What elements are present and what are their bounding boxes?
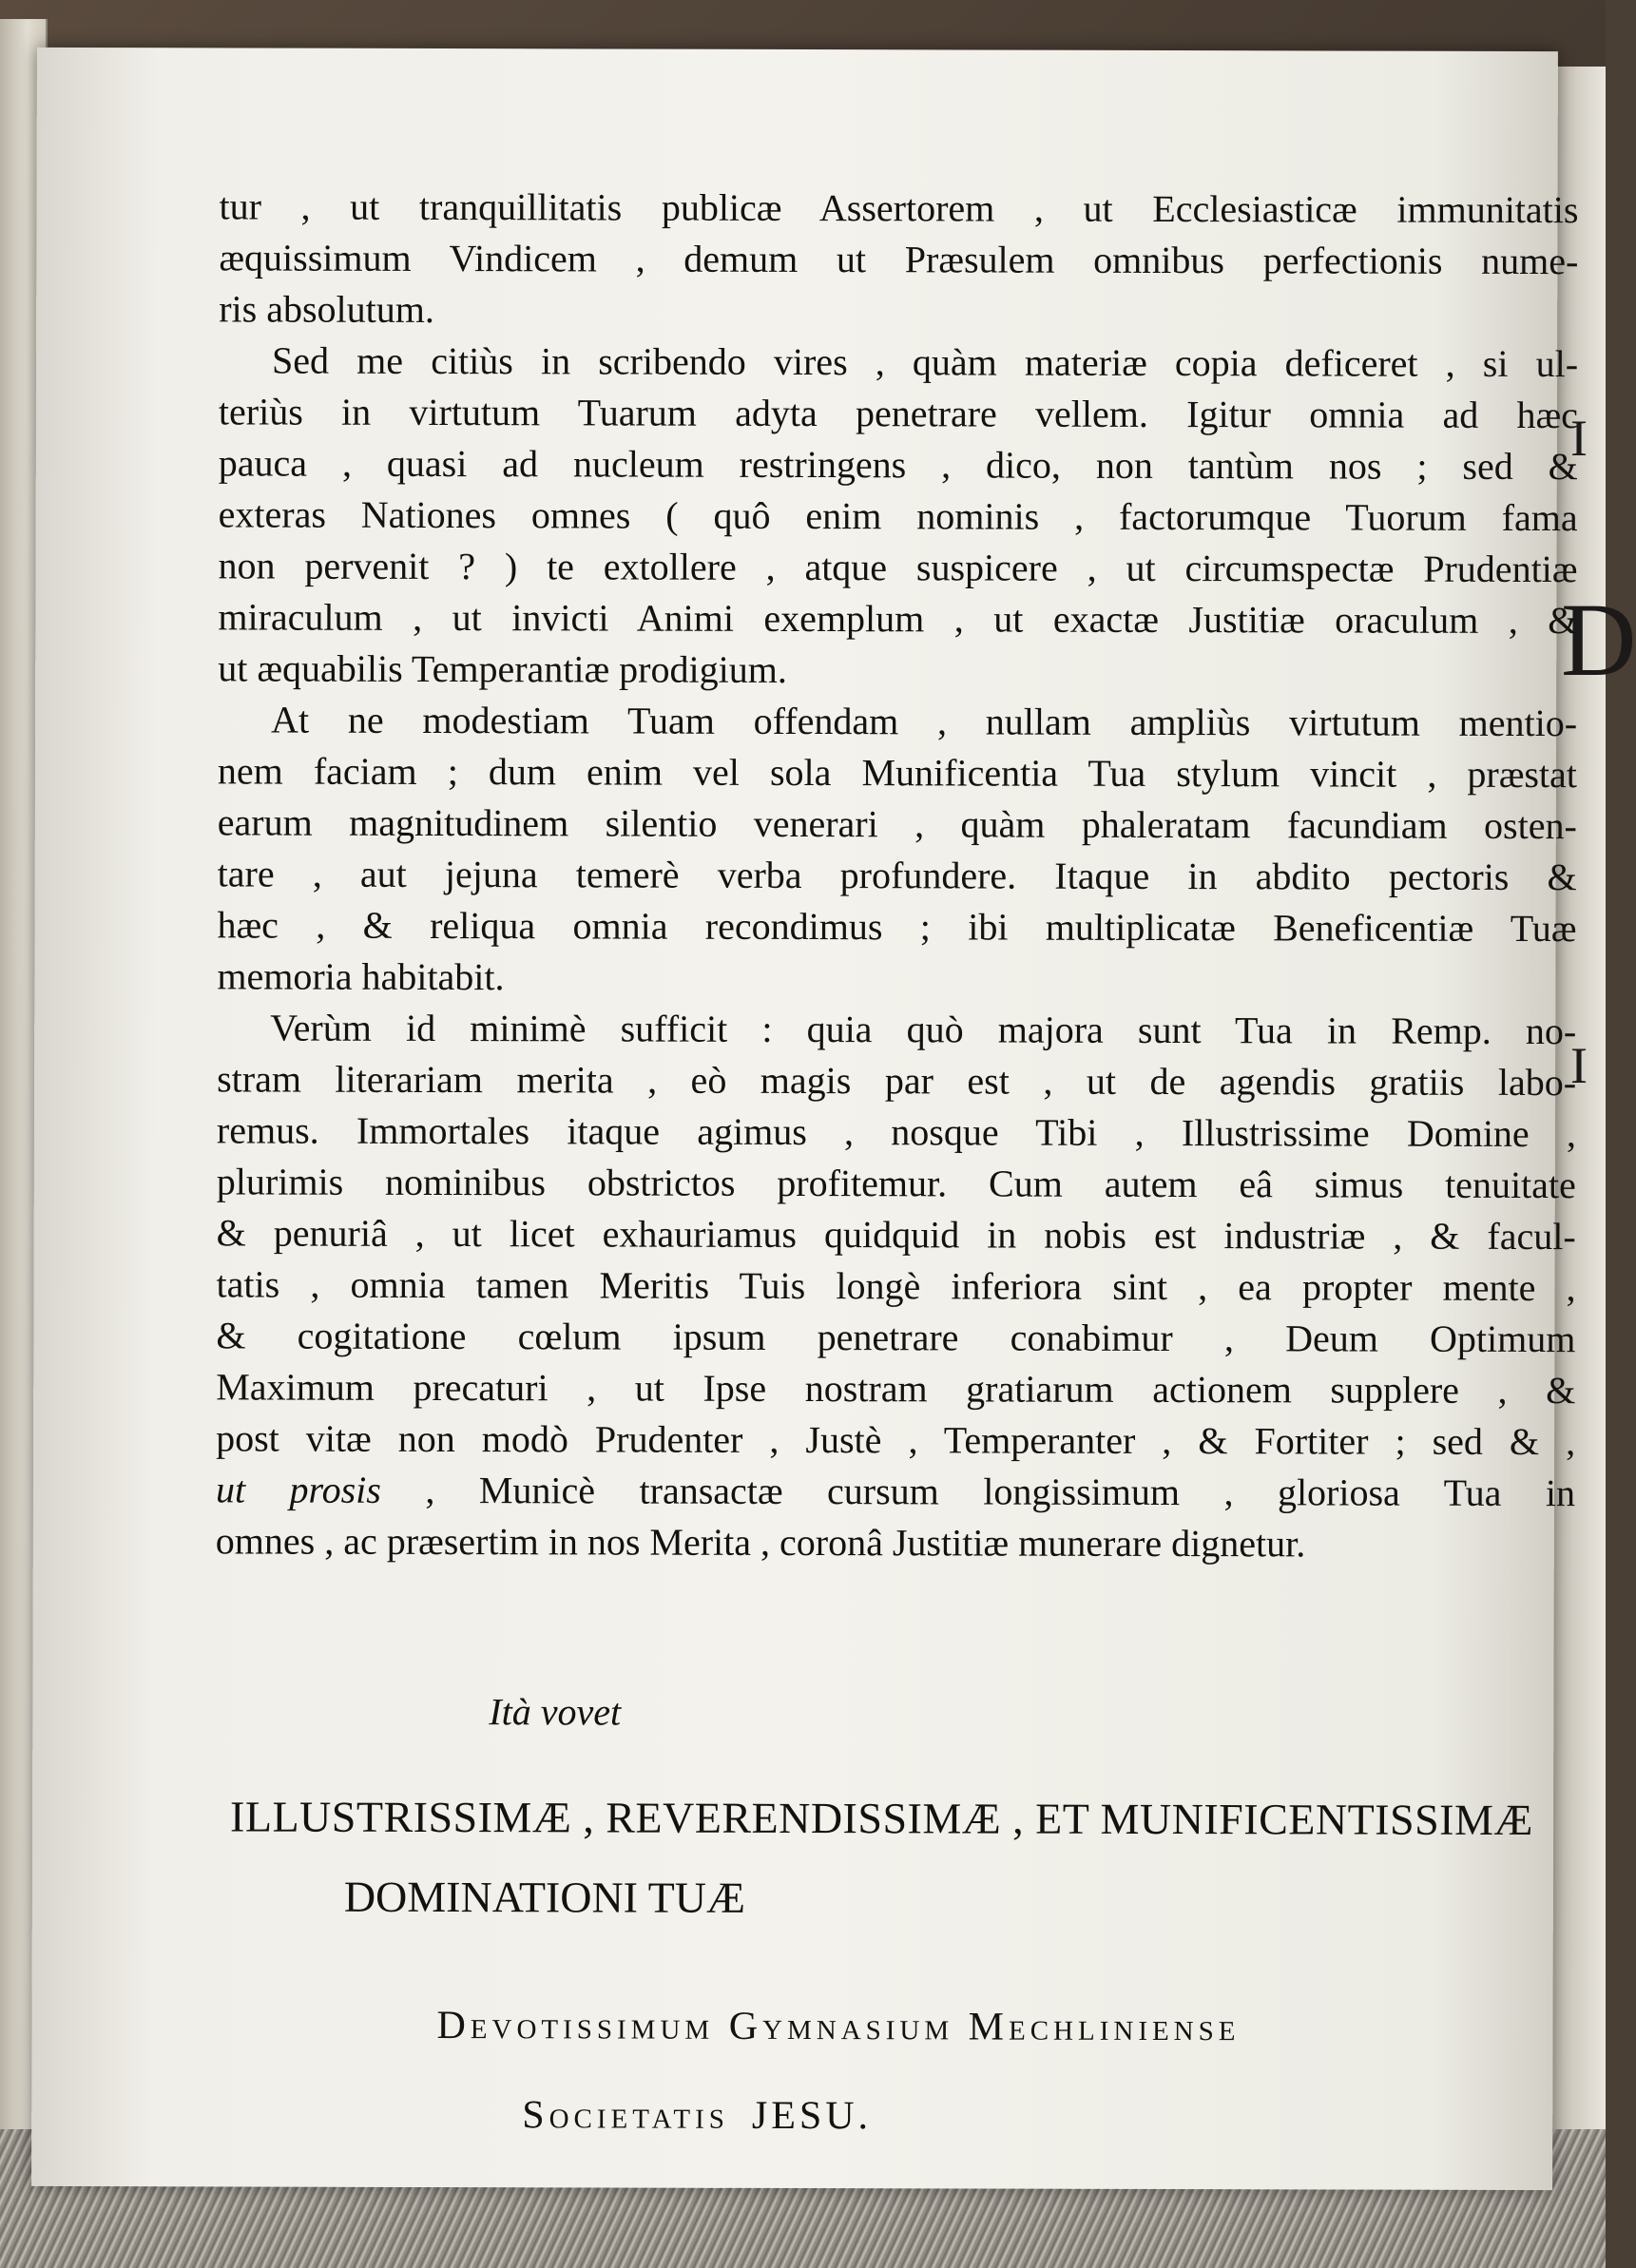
right-page-fragment-3: I xyxy=(1570,1037,1588,1094)
text-line: teriùs in virtutum Tuarum adyta penetrare vellem. Igitur omnia ad hæc xyxy=(218,390,1578,437)
text-line: miraculum , ut invicti Animi exemplum , ut exactæ Justitiæ oraculum , & xyxy=(218,595,1578,643)
paragraph-1 xyxy=(219,181,1578,338)
signature-societatis: Societatis xyxy=(522,2093,729,2138)
text-line: hæc , & reliqua omnia recondimus ; ibi multiplicatæ Beneficentiæ Tuæ xyxy=(217,903,1577,951)
signature-line-1: Devotissimum Gymnasium Mechliniense xyxy=(436,2004,1241,2050)
text-line: & cogitatione cœlum ipsum penetrare conabimur , Deum Optimum xyxy=(216,1314,1576,1361)
text-line: stram literariam merita , eò magis par est , ut de agendis gratiis labo- xyxy=(217,1057,1577,1105)
italic-phrase: ut prosis xyxy=(215,1468,381,1511)
text-line: tur , ut tranquillitatis publicæ Assertorem , ut Ecclesiasticæ immunitatis xyxy=(219,184,1579,232)
paragraph-2 xyxy=(218,335,1578,698)
signature-line-2 xyxy=(522,2092,872,2139)
text-line: Maximum precaturi , ut Ipse nostram gratiarum actionem supplere , & xyxy=(216,1365,1576,1413)
text-line: At ne modestiam Tuam offendam , nullam ampliùs virtutum mentio- xyxy=(271,698,1578,745)
text-line: æquissimum Vindicem , demum ut Præsulem omnibus perfectionis nume- xyxy=(219,236,1579,283)
text-line: earum magnitudinem silentio venerari , quàm phaleratam facundiam osten- xyxy=(217,800,1577,848)
body-text xyxy=(216,181,1579,1570)
text-line: ris absolutum. xyxy=(219,287,434,332)
text-line: Verùm id minimè sufficit : quia quò majora sunt Tua in Remp. no- xyxy=(270,1006,1577,1053)
text-line xyxy=(216,1464,1575,1519)
paragraph-4 xyxy=(216,1002,1577,1570)
text-line: ut æquabilis Temperantiæ prodigium. xyxy=(218,646,787,691)
text-line: & penuriâ , ut licet exhauriamus quidquid in nobis est industriæ , & facul- xyxy=(216,1211,1576,1259)
book-page xyxy=(31,48,1579,2190)
closing-formula: Ità vovet xyxy=(489,1690,622,1734)
dedication-title-line-2: DOMINATIONI TUÆ xyxy=(343,1872,745,1922)
text-line: remus. Immortales itaque agimus , nosque Tibi , Illustrissime Domine , xyxy=(216,1108,1577,1156)
dedication-title-line-1: ILLUSTRISSIMÆ , REVERENDISSIMÆ , ET MUNIFICENTISSIMÆ xyxy=(230,1792,1533,1845)
right-page-fragment-1: I xyxy=(1570,410,1588,467)
text-line: non pervenit ? ) te extollere , atque suspicere , ut circumspectæ Prudentiæ xyxy=(218,544,1578,591)
text-line: tatis , omnia tamen Meritis Tuis longè inferiora sint , ea propter mente , xyxy=(216,1262,1576,1310)
text-line: exteras Nationes omnes ( quô enim nominis , factorumque Tuorum fama xyxy=(218,492,1578,540)
text-line: memoria habitabit. xyxy=(217,954,505,999)
text-line: post vitæ non modò Prudenter , Justè , Temperanter , & Fortiter ; sed & , xyxy=(216,1416,1576,1464)
text-line: tare , aut jejuna temerè verba profundere. Itaque in abdito pectoris & xyxy=(217,852,1577,899)
signature-jesu: JESU. xyxy=(751,2093,873,2139)
text-line: omnes , ac præsertim in nos Merita , coronâ Justitiæ munerare dignetur. xyxy=(215,1519,1306,1566)
text-line: Sed me citiùs in scribendo vires , quàm materiæ copia deficeret , si ul- xyxy=(272,338,1579,386)
right-page-fragment-2: D xyxy=(1561,582,1636,698)
paragraph-3 xyxy=(217,694,1577,1006)
text-line: pauca , quasi ad nucleum restringens , dico, non tantùm nos ; sed & xyxy=(218,441,1578,489)
text-line: plurimis nominibus obstrictos profitemur. Cum autem eâ simus tenuitate xyxy=(216,1160,1576,1207)
text-line: nem faciam ; dum enim vel sola Munificentia Tua stylum vincit , præstat xyxy=(217,749,1578,797)
text-line-rest: , Municè transactæ cursum longissimum , gloriosa Tua in xyxy=(380,1468,1576,1515)
